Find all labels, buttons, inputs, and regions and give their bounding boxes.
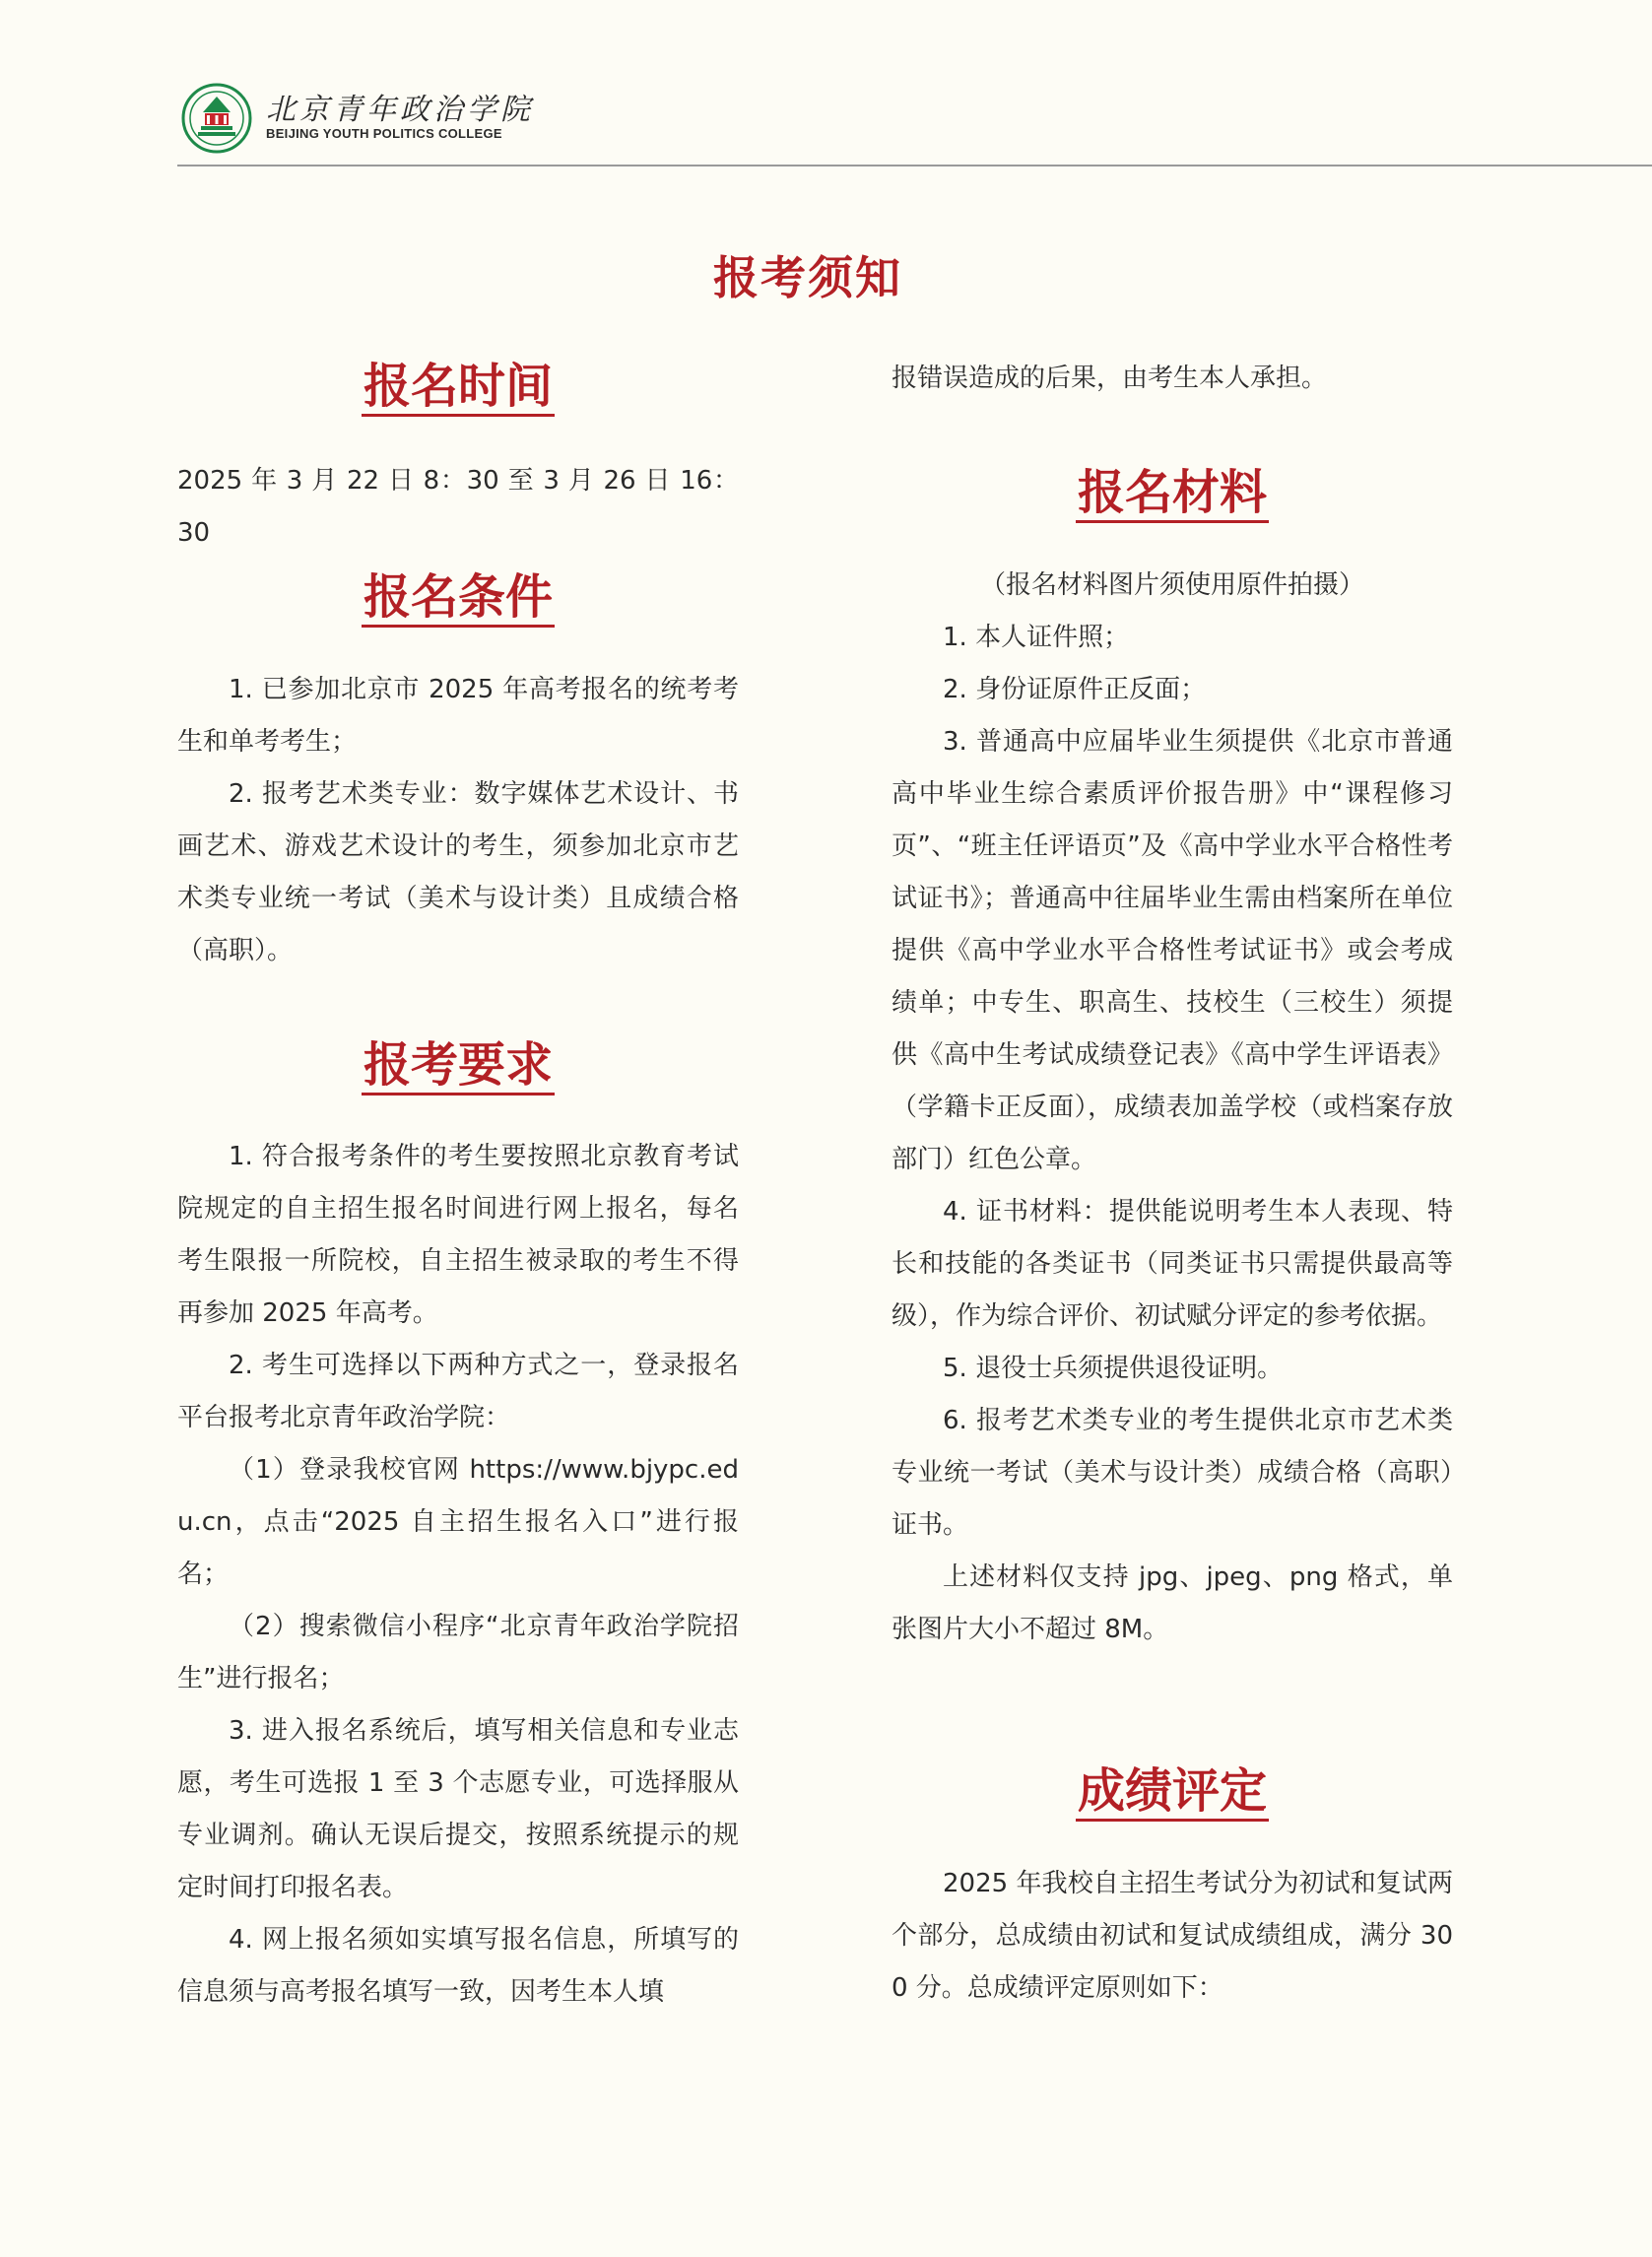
college-name-cn: 北京青年政治学院 bbox=[266, 93, 534, 127]
section-title-scores: 成绩评定 bbox=[892, 1759, 1453, 1823]
materials-text: （报名材料图片须使用原件拍摄） 1. 本人证件照； 2. 身份证原件正反面； 3. 普通高中应届毕业生须提供《北京市普通高中毕业生综合素质评价报告册》中“课程修习页”、“班主任评语页”及《高中学业水平合格性考试证书》；普通高中往届毕业生需由档案所在单位提供《高中学业水平合格性考试证书》或会考成绩单；中专生、职高生、技校生（三校生）须提供《高中生考试成绩登记表》《高中学生评语表》（学籍卡正反面），成绩表加盖学校（或档案存放部门）红色公章。 4. 证书材料：提供能说明考生本人表现、特长和技能的各类证书（同类证书只需提供最高等级），作为综合评价、初试赋分评定的参考依据。 5. 退役士兵须提供退役证明。 6. 报考艺术类专业的考生提供北京市艺术类专业统一考试（美术与设计类）成绩合格（高职）证书。 上述材料仅支持 jpg、jpeg、png 格式，单张图片大小不超过 8M。 bbox=[892, 570, 1453, 1644]
requirements-text: 1. 符合报考条件的考生要按照北京教育考试院规定的自主招生报名时间进行网上报名，每名考生限报一所院校，自主招生被录取的考生不得再参加 2025 年高考。 2. 考生可选择以下两种方式之一，登录报名平台报考北京青年政治学院： （1）登录我校官网 https://www.bjypc.edu.cn，点击“2025 自主招生报名入口”进行报名； （2）搜索微信小程序“北京青年政治学院招生”进行报名； 3. 进入报名系统后，填写相关信息和专业志愿，考生可选报 1 至 3 个志愿专业，可选择服从专业调剂。确认无误后提交，按照系统提示的规定时间打印报名表。 4. 网上报名须如实填写报名信息，所填写的信息须与高考报名填写一致，因考生本人填 bbox=[177, 1142, 739, 2007]
page-title: 报考须知 bbox=[713, 251, 902, 304]
scores-text: 2025 年我校自主招生考试分为初试和复试两个部分，总成绩由初试和复试成绩组成，满分 300 分。总成绩评定原则如下： bbox=[892, 1869, 1453, 2003]
section-title-requirements: 报考要求 bbox=[177, 1033, 739, 1096]
section-title-materials: 报名材料 bbox=[892, 461, 1453, 524]
conditions-text: 1. 已参加北京市 2025 年高考报名的统考考生和单考考生； 2. 报考艺术类专业：数字媒体艺术设计、书画艺术、游戏艺术设计的考生，须参加北京市艺术类专业统一考试（美术与设计类）且成绩合格（高职）。 bbox=[177, 675, 739, 965]
college-seal-logo bbox=[181, 83, 252, 154]
registration-time-text: 2025 年 3 月 22 日 8：30 至 3 月 26 日 16：30 bbox=[177, 466, 739, 548]
page-header bbox=[177, 79, 1652, 166]
section-title-time: 报名时间 bbox=[177, 355, 739, 418]
college-name-en: BEIJING YOUTH POLITICS COLLEGE bbox=[266, 126, 502, 141]
continuation-text: 报错误造成的后果，由考生本人承担。 bbox=[892, 364, 1328, 393]
section-title-conditions: 报名条件 bbox=[177, 565, 739, 629]
header-divider bbox=[177, 165, 1652, 166]
